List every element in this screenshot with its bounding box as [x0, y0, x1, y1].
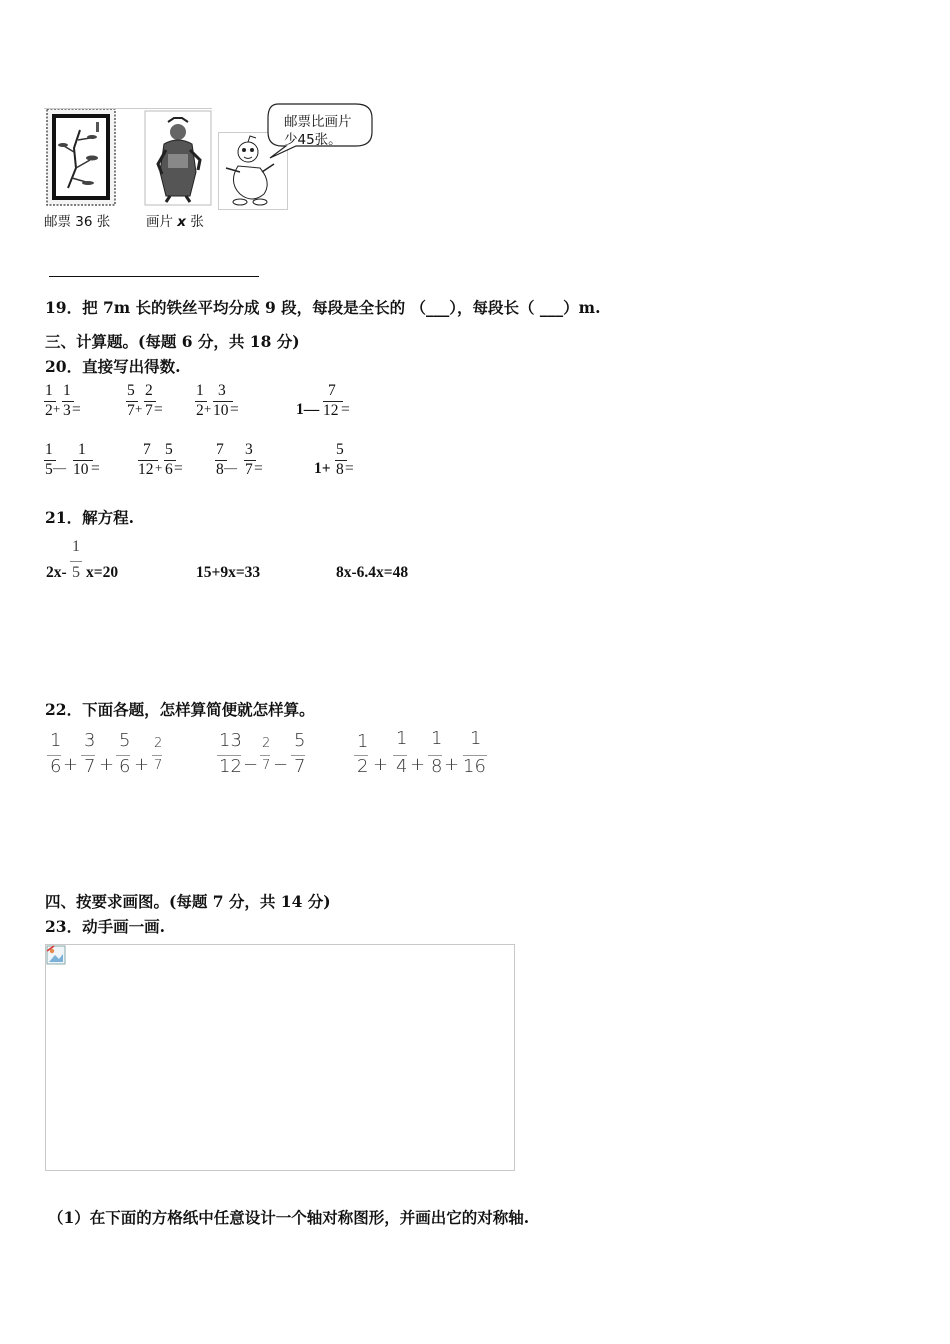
operator: +	[135, 401, 143, 416]
fraction-numerator: 1	[396, 728, 408, 749]
fraction-bar	[152, 755, 162, 756]
fraction-denominator: 7	[84, 756, 96, 777]
fraction-denominator: 7	[154, 758, 163, 773]
fraction-numerator: 3	[84, 730, 96, 751]
fraction-numerator: 1	[50, 730, 62, 751]
operator: +	[410, 754, 426, 775]
fraction-numerator: 5	[127, 382, 135, 399]
fraction-denominator: 12	[138, 461, 154, 478]
question-20-title: 20．直接写出得数.	[45, 357, 181, 376]
fraction-denominator: 7	[262, 758, 271, 773]
fraction-denominator: 7	[294, 756, 306, 777]
operator: −	[243, 754, 259, 775]
question-23-subitem-1: （1）在下面的方格纸中任意设计一个轴对称图形，并画出它的对称轴.	[48, 1208, 530, 1227]
fraction-numerator: 3	[218, 382, 226, 399]
operator: —	[224, 460, 237, 475]
leading-term: 1—	[296, 401, 320, 418]
fraction-denominator: 6	[165, 461, 173, 478]
fraction-denominator: 2	[357, 756, 369, 777]
fraction-numerator: 1	[196, 382, 204, 399]
fraction-denominator: 6	[119, 756, 131, 777]
speech-line-1: 邮票比画片	[284, 114, 352, 130]
question-23-title: 23．动手画一画.	[45, 917, 165, 936]
speech-bubble	[260, 98, 380, 160]
fraction-numerator: 5	[119, 730, 131, 751]
operator: +	[134, 754, 150, 775]
stamp-image	[46, 108, 116, 206]
picture-caption-pre: 画片	[146, 214, 173, 230]
operator: −	[273, 754, 289, 775]
fraction-denominator: 10	[213, 402, 229, 419]
fraction-numerator: 5	[165, 441, 173, 458]
fraction-numerator: 5	[294, 730, 306, 751]
problem-figure	[44, 96, 384, 236]
operator: +	[63, 754, 79, 775]
fraction-bar	[260, 755, 270, 756]
fraction-denominator: 2	[45, 402, 53, 419]
picture-caption	[146, 210, 204, 230]
fraction-numerator: 7	[328, 382, 336, 399]
fraction-numerator: 1	[45, 441, 53, 458]
fraction-denominator: 8	[216, 461, 224, 478]
question-22-title: 22．下面各题，怎样算简便就怎样算。	[45, 700, 315, 719]
fraction-denominator: 10	[73, 461, 89, 478]
fraction-denominator: 7	[245, 461, 253, 478]
stamp-caption: 邮票 36 张	[44, 214, 111, 230]
operator: —	[53, 460, 66, 475]
fraction-numerator: 5	[336, 441, 344, 458]
equation-2: 15+9x=33	[196, 564, 261, 581]
equals-sign: =	[72, 401, 81, 418]
fraction-numerator: 7	[143, 441, 151, 458]
fraction-bar	[70, 561, 82, 562]
equals-sign: =	[154, 401, 163, 418]
equals-sign: =	[91, 460, 100, 477]
fraction-numerator: 1	[470, 728, 482, 749]
fraction-numerator: 1	[45, 382, 53, 399]
fraction-denominator: 16	[463, 756, 486, 777]
fraction-numerator: 1	[78, 441, 86, 458]
fraction-denominator: 2	[196, 402, 204, 419]
grid-image-placeholder	[45, 944, 515, 1171]
equation-1-post: x=20	[86, 564, 119, 581]
fraction-denominator: 5	[45, 461, 53, 478]
speech-line-2: 少45张。	[284, 132, 342, 148]
question-19: 19．把 7m 长的铁丝平均分成 9 段，每段是全长的 （___），每段长（ ___）m.	[45, 298, 601, 317]
fraction-denominator: 4	[396, 756, 408, 777]
picture-caption-post: 张	[190, 214, 204, 230]
section-4-heading: 四、按要求画图。(每题 7 分，共 14 分)	[45, 892, 331, 911]
picture-caption-var: x	[177, 214, 187, 230]
picture-card-image	[144, 110, 212, 206]
fraction-numerator: 2	[145, 382, 153, 399]
fraction-numerator: 13	[219, 730, 242, 751]
question-21-title: 21．解方程.	[45, 508, 134, 527]
fraction-numerator: 1	[431, 728, 443, 749]
fraction-denominator: 12	[219, 756, 242, 777]
leading-term: 1+	[314, 460, 331, 477]
equals-sign: =	[254, 460, 263, 477]
fraction-numerator: 1	[72, 538, 80, 555]
fraction-numerator: 2	[154, 736, 163, 751]
equals-sign: =	[174, 460, 183, 477]
operator: +	[99, 754, 115, 775]
operator: +	[155, 460, 163, 475]
broken-image-icon	[46, 945, 66, 965]
equals-sign: =	[345, 460, 354, 477]
operator: +	[444, 754, 460, 775]
equals-sign: =	[341, 401, 350, 418]
equation-1-pre: 2x-	[46, 564, 67, 581]
operator: +	[373, 754, 389, 775]
fraction-denominator: 8	[336, 461, 344, 478]
figure-border	[44, 108, 212, 109]
fraction-denominator: 6	[50, 756, 62, 777]
fraction-numerator: 1	[357, 731, 369, 752]
fraction-denominator: 8	[431, 756, 443, 777]
equation-3: 8x-6.4x=48	[336, 564, 409, 581]
fraction-numerator: 3	[245, 441, 253, 458]
answer-line	[49, 276, 259, 277]
operator: +	[204, 401, 212, 416]
operator: +	[53, 401, 61, 416]
fraction-denominator: 7	[127, 402, 135, 419]
fraction-numerator: 2	[262, 736, 271, 751]
fraction-numerator: 7	[216, 441, 224, 458]
fraction-numerator: 1	[63, 382, 71, 399]
equals-sign: =	[230, 401, 239, 418]
section-3-heading: 三、计算题。(每题 6 分，共 18 分)	[45, 332, 300, 351]
fraction-denominator: 3	[63, 402, 71, 419]
fraction-denominator: 5	[72, 564, 80, 581]
fraction-denominator: 7	[145, 402, 153, 419]
fraction-denominator: 12	[323, 402, 339, 419]
